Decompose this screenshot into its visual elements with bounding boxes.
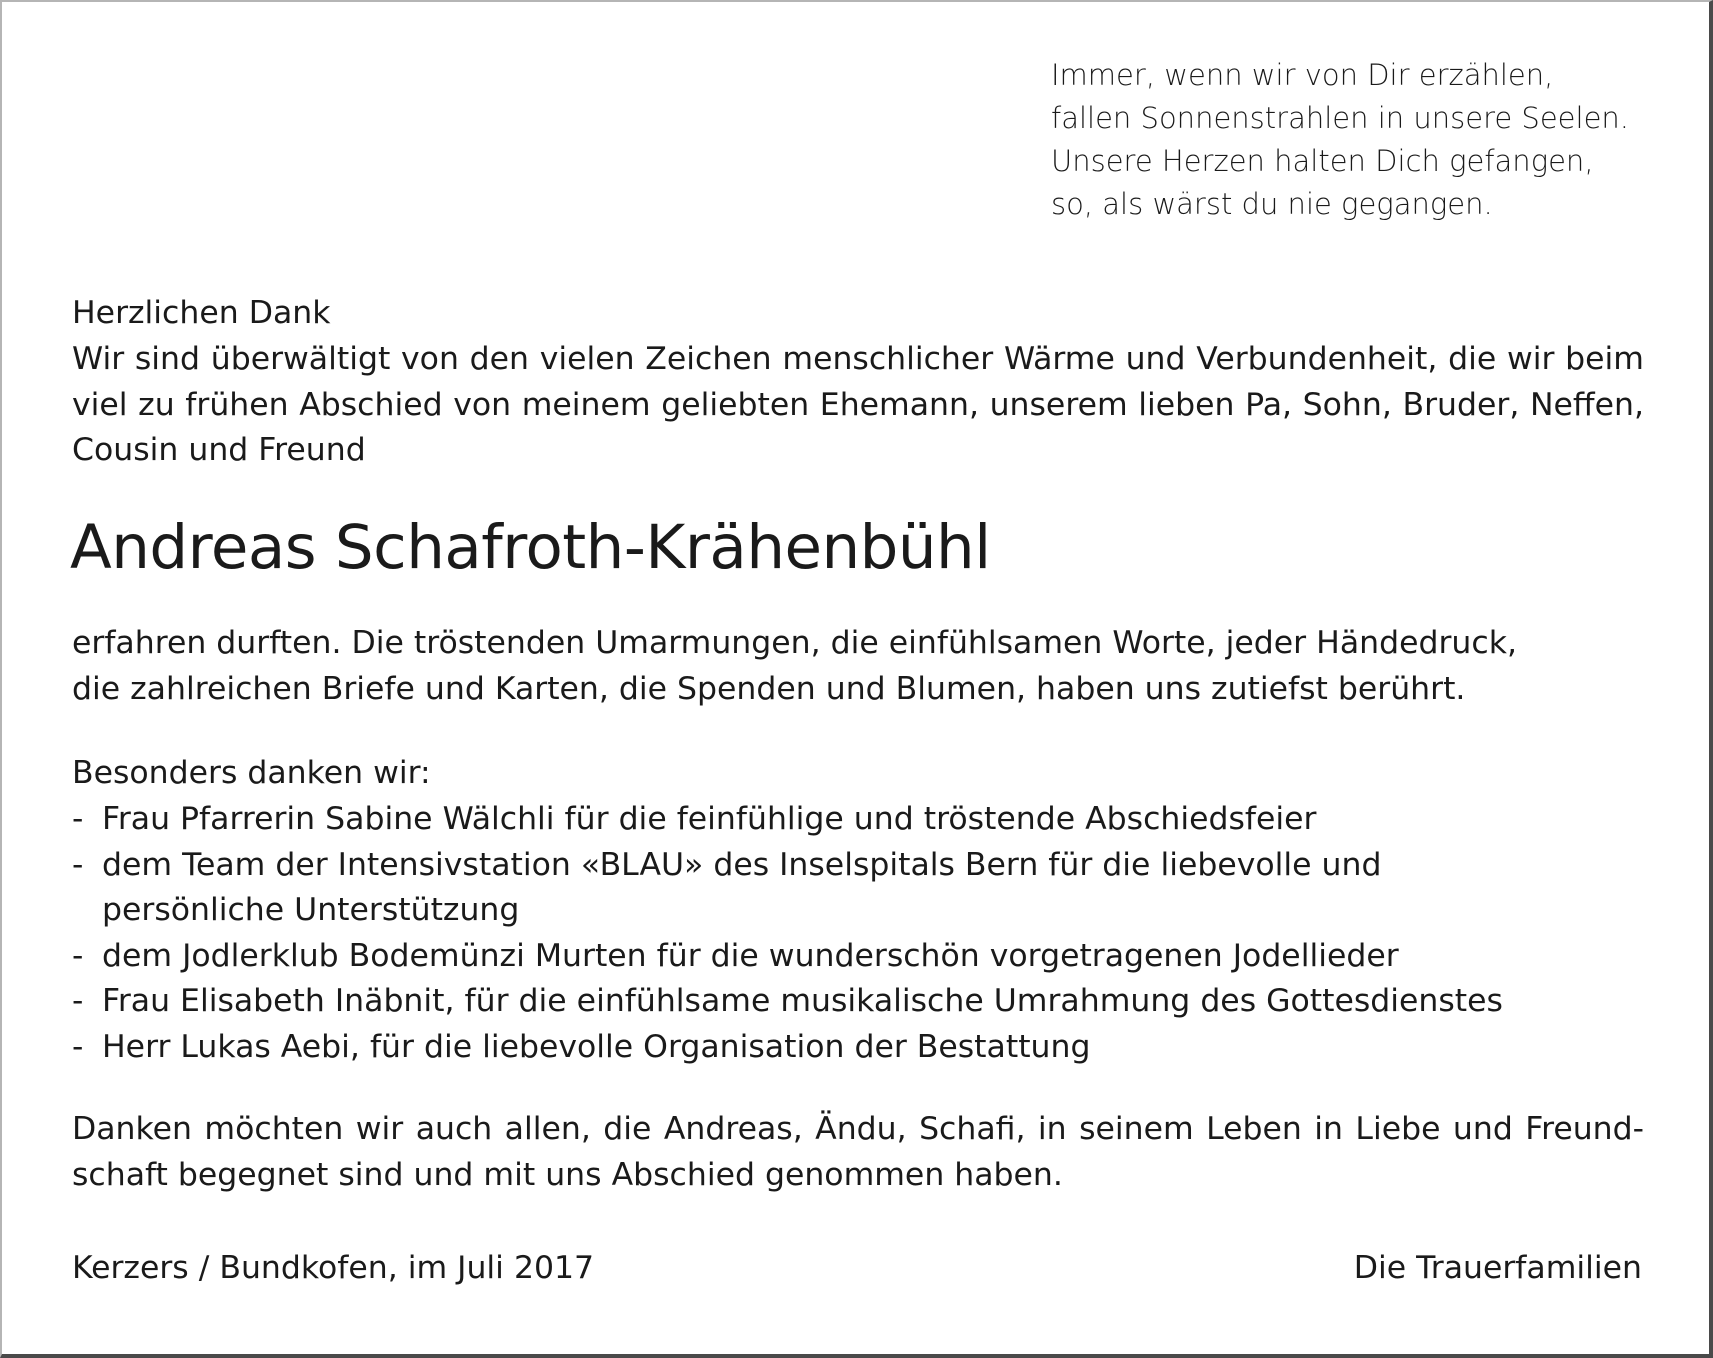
bullet-dash: -	[72, 801, 84, 837]
list-item	[72, 934, 1644, 980]
poem	[1051, 54, 1671, 226]
list-item	[72, 1025, 1644, 1071]
gratitude-line: die zahlreichen Briefe und Karten, die Spenden und Blumen, haben uns zutiefst berührt.	[72, 670, 1466, 707]
signature: Die Trauerfamilien	[1353, 1250, 1642, 1286]
list-item-text: dem Jodlerklub Bodemünzi Murten für die wunderschön vorgetragenen Jodellieder	[102, 937, 1399, 974]
place-date: Kerzers / Bundkofen, im Juli 2017	[72, 1250, 595, 1286]
list-item-text: Herr Lukas Aebi, für die liebevolle Organisation der Bestattung	[102, 1028, 1091, 1065]
gratitude-paragraph	[72, 621, 1644, 712]
bullet-dash: -	[72, 983, 84, 1019]
gratitude-line: erfahren durften. Die tröstenden Umarmungen, die einfühlsamen Worte, jeder Händedruck,	[72, 625, 1517, 661]
special-thanks-heading: Besonders danken wir:	[72, 755, 431, 791]
list-item-text: dem Team der Intensivstation «BLAU» des Inselspitals Bern für die liebevolle und persönliche Unterstützung	[102, 846, 1382, 928]
closing-paragraph: Danken möchten wir auch allen, die Andreas, Ändu, Schafi, in seinem Leben in Liebe und Freund-schaft begegnet sind und mit uns Abschied genommen haben.	[72, 1111, 1644, 1193]
list-item-text: Frau Pfarrerin Sabine Wälchli für die feinfühlige und tröstende Abschiedsfeier	[102, 801, 1317, 837]
poem-line: Immer, wenn wir von Dir erzählen,	[1051, 58, 1554, 92]
thanks-heading: Herzlichen Dank	[72, 295, 331, 331]
list-item-text: Frau Elisabeth Inäbnit, für die einfühlsame musikalische Umrahmung des Gottesdienstes	[102, 983, 1503, 1019]
poem-line: Unsere Herzen halten Dich gefangen,	[1051, 144, 1594, 178]
list-item	[72, 843, 1402, 934]
list-item	[72, 979, 1644, 1025]
thanks-intro: Wir sind überwältigt von den vielen Zeichen menschlicher Wärme und Verbundenheit, die wir beim viel zu frühen Abschied von meinem geliebten Ehemann, unserem lieben Pa, Sohn, Bruder, Neffen, Cousin und Freund	[72, 341, 1644, 468]
bullet-dash: -	[72, 1028, 84, 1065]
poem-line: so, als wärst du nie gegangen.	[1051, 187, 1493, 221]
bullet-dash: -	[72, 937, 84, 974]
bullet-dash: -	[72, 846, 84, 883]
list-item	[72, 797, 1644, 843]
deceased-name: Andreas Schafroth-Krähenbühl	[70, 512, 991, 583]
poem-line: fallen Sonnenstrahlen in unsere Seelen.	[1051, 101, 1630, 135]
special-thanks-list	[72, 797, 1644, 1070]
